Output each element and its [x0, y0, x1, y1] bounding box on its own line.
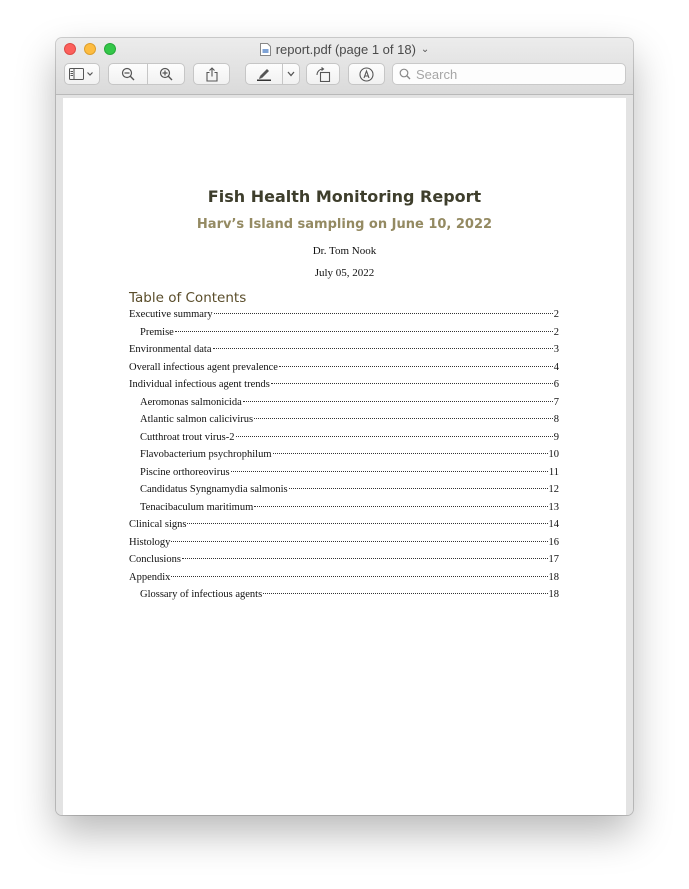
toc-entry[interactable] — [129, 449, 559, 467]
highlight-options-button[interactable] — [282, 63, 300, 85]
toc-entry[interactable] — [129, 467, 559, 485]
table-of-contents — [129, 309, 559, 607]
toc-entry-label: Cutthroat trout virus-2 — [140, 431, 235, 443]
toc-entry-page: 18 — [548, 589, 559, 600]
toc-entry-label: Executive summary — [129, 309, 213, 320]
zoom-in-icon — [159, 67, 173, 81]
preview-window — [56, 38, 633, 815]
chevron-down-icon — [287, 71, 295, 77]
toc-entry[interactable] — [129, 537, 559, 555]
zoom-out-button[interactable] — [108, 63, 148, 85]
report-date: July 05, 2022 — [314, 267, 375, 279]
toc-entry-page: 10 — [548, 449, 559, 460]
toc-leader-dots — [175, 331, 553, 332]
rotate-icon — [315, 67, 331, 82]
toc-leader-dots — [231, 471, 548, 472]
chevron-down-icon[interactable]: ⌄ — [420, 43, 430, 55]
markup-button[interactable] — [348, 63, 385, 85]
toc-leader-dots — [171, 541, 547, 542]
window-title[interactable] — [56, 40, 633, 58]
toc-leader-dots — [213, 348, 553, 349]
toc-entry[interactable] — [129, 554, 559, 572]
toc-heading: Table of Contents — [129, 290, 247, 306]
markup-icon — [359, 67, 374, 82]
toc-entry-label: Appendix — [129, 571, 171, 583]
toc-entry[interactable] — [129, 432, 559, 450]
highlight-button[interactable] — [245, 63, 283, 85]
toc-entry-page: 17 — [548, 554, 559, 565]
toc-entry[interactable] — [129, 327, 559, 345]
toc-entry-label: Candidatus Syngnamydia salmonis — [140, 484, 288, 495]
toc-entry-label: Conclusions — [129, 554, 181, 565]
toc-entry-label: Individual infectious agent trends — [129, 379, 270, 390]
toc-leader-dots — [271, 383, 553, 384]
sidebar-toggle-icon — [69, 68, 95, 80]
toc-entry[interactable] — [129, 414, 559, 432]
highlight-pen-icon — [256, 67, 272, 81]
search-input[interactable] — [416, 67, 616, 82]
toc-leader-dots — [254, 418, 553, 419]
toc-entry[interactable] — [129, 572, 559, 590]
toc-entry-page: 14 — [548, 519, 559, 530]
report-author: Dr. Tom Nook — [312, 245, 377, 257]
toc-entry-page: 8 — [553, 414, 559, 425]
toc-leader-dots — [236, 436, 553, 437]
toc-leader-dots — [263, 593, 547, 594]
toc-entry-label: Glossary of infectious agents — [140, 589, 263, 600]
window-title-text: report.pdf (page 1 of 18) — [275, 41, 416, 57]
toc-leader-dots — [279, 366, 553, 367]
toc-entry-label: Tenacibaculum maritimum — [140, 501, 254, 513]
rotate-button[interactable] — [306, 63, 340, 85]
sidebar-toggle-button[interactable] — [64, 63, 100, 85]
toc-entry-page: 6 — [553, 379, 559, 390]
toc-entry[interactable] — [129, 397, 559, 415]
toc-entry-label: Clinical signs — [129, 519, 187, 530]
toc-entry-page: 2 — [553, 326, 559, 338]
toc-entry-page: 3 — [553, 344, 559, 355]
toc-leader-dots — [214, 313, 553, 314]
share-icon — [206, 67, 218, 82]
search-field[interactable] — [392, 63, 626, 85]
search-icon — [399, 68, 411, 80]
toc-entry[interactable] — [129, 379, 559, 397]
toc-entry[interactable] — [129, 344, 559, 362]
toc-entry[interactable] — [129, 502, 559, 520]
toc-leader-dots — [254, 506, 547, 507]
document-viewport[interactable] — [56, 95, 633, 815]
toc-entry-page: 18 — [548, 571, 559, 583]
toc-leader-dots — [187, 523, 547, 524]
report-subtitle: Harv’s Island sampling on June 10, 2022 — [196, 217, 493, 232]
toc-entry-label: Aeromonas salmonicida — [140, 396, 242, 408]
zoom-in-button[interactable] — [147, 63, 185, 85]
toc-entry-label: Piscine orthoreovirus — [140, 466, 230, 478]
toc-entry-label: Premise — [140, 326, 174, 338]
toc-entry-label: Histology — [129, 536, 171, 548]
toc-leader-dots — [289, 488, 548, 489]
toc-entry-page: 16 — [548, 536, 559, 548]
toc-entry[interactable] — [129, 519, 559, 537]
toc-leader-dots — [171, 576, 547, 577]
toc-entry[interactable] — [129, 362, 559, 380]
toc-entry-page: 2 — [553, 309, 559, 320]
toc-leader-dots — [182, 558, 548, 559]
share-button[interactable] — [193, 63, 230, 85]
toc-entry[interactable] — [129, 589, 559, 607]
pdf-document-icon — [260, 43, 271, 56]
toc-entry[interactable] — [129, 484, 559, 502]
toc-entry-label: Flavobacterium psychrophilum — [140, 449, 272, 460]
toc-entry-label: Overall infectious agent prevalence — [129, 361, 278, 373]
toc-entry-page: 13 — [548, 501, 559, 513]
title-bar[interactable] — [56, 38, 633, 95]
toc-leader-dots — [273, 453, 548, 454]
toc-entry-label: Environmental data — [129, 344, 212, 355]
report-title: Fish Health Monitoring Report — [207, 187, 482, 206]
toc-entry-page: 9 — [553, 431, 559, 443]
zoom-out-icon — [121, 67, 135, 81]
toc-entry-page: 4 — [553, 361, 559, 373]
toc-leader-dots — [243, 401, 553, 402]
toc-entry[interactable] — [129, 309, 559, 327]
toc-entry-page: 11 — [548, 466, 559, 478]
toc-entry-page: 12 — [548, 484, 559, 495]
pdf-page — [63, 98, 626, 815]
toc-entry-page: 7 — [553, 396, 559, 408]
toc-entry-label: Atlantic salmon calicivirus — [140, 414, 254, 425]
